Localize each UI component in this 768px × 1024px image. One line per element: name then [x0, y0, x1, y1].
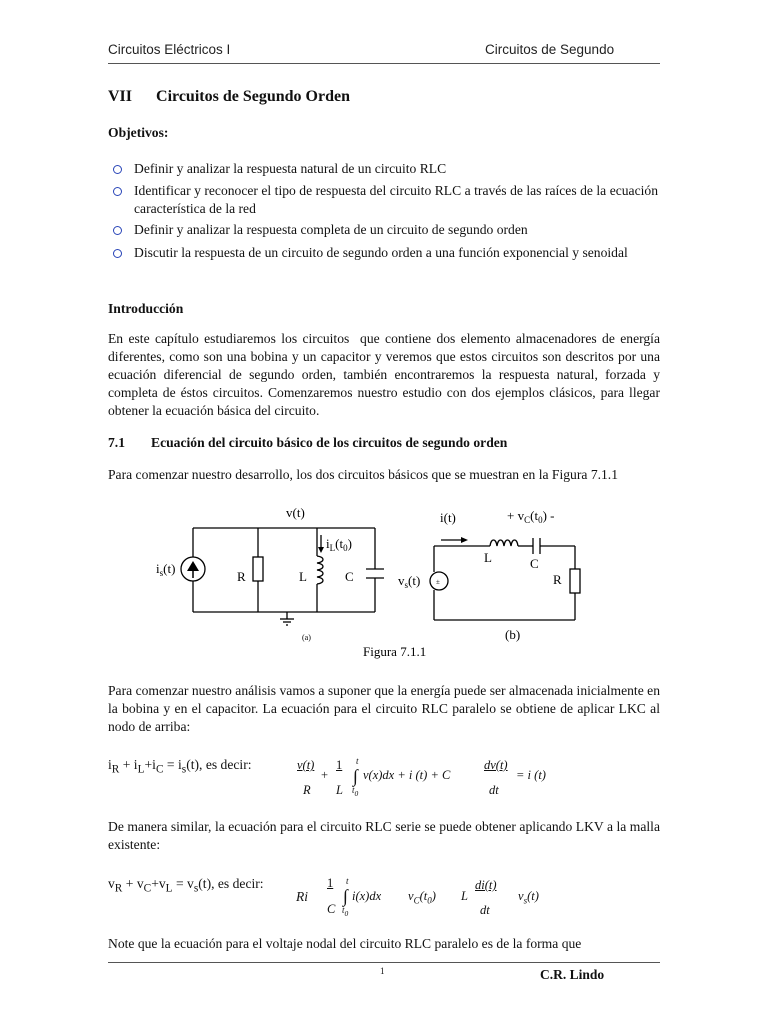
source-arrow-icon: [187, 561, 199, 571]
objective-item: Discutir la respuesta de un circuito de segundo orden a una función exponencial y senoidal: [134, 244, 658, 262]
objective-item: Definir y analizar la respuesta completa de un circuito de segundo orden: [134, 221, 658, 239]
header-right: Circuitos de Segundo: [485, 42, 615, 57]
integral-icon: ∫: [353, 766, 358, 786]
label-c: C: [345, 569, 354, 584]
section-heading: 7.1 Ecuación del circuito básico de los circuitos de segundo orden: [108, 435, 508, 450]
header-left: Circuitos Eléctricos I: [108, 42, 231, 57]
label-a: (a): [302, 633, 311, 642]
objectives-heading: Objetivos:: [108, 125, 169, 140]
label-il: $i_L(t_0)$: [326, 536, 352, 553]
source-sign-icon: ±: [436, 578, 440, 586]
label-b: (b): [505, 627, 521, 642]
footer-author: C.R. Lindo: [540, 967, 605, 979]
section-paragraph-4: Note que la ecuación para el voltaje nodal del circuito RLC paralelo es de la forma que: [108, 936, 582, 951]
label-l: L: [299, 569, 307, 584]
label-l-series: L: [484, 550, 492, 565]
eq1-lhs: $i_R + i_L+i_C = i_s(t)$, es decir:: [108, 757, 252, 776]
label-r-series: R: [553, 572, 562, 587]
section-paragraph-2: Para comenzar nuestro análisis vamos a suponer que la energía puede ser almacenada inicialmente en la bobina y en el capacitor. La ecuación para el circuito RLC paralelo se obtiene de aplicar LKC al nodo de arriba:: [108, 683, 660, 734]
footer-divider: [108, 962, 660, 963]
label-vc: + $v_C(t_0)$ -: [507, 508, 555, 525]
inductor-series-icon: [490, 540, 518, 546]
section-paragraph-3: De manera similar, la ecuación para el circuito RLC serie se puede obtener aplicando LKV a la malla existente:: [108, 819, 660, 852]
figure-caption: Figura 7.1.1: [363, 644, 427, 659]
label-v: v(t): [286, 505, 305, 520]
objective-item: Identificar y reconocer el tipo de respuesta del circuito RLC a través de las raíces de la ecuación característica de la red: [134, 183, 658, 216]
intro-heading: Introducción: [108, 301, 184, 316]
integral-icon-2: ∫: [343, 886, 348, 906]
inductor-l-icon: [317, 556, 323, 584]
label-is: $i_s(t)$: [156, 561, 176, 578]
label-c-series: C: [530, 556, 539, 571]
resistor-r-icon: [253, 557, 263, 581]
intro-paragraph: En este capítulo estudiaremos los circuitos que contiene dos elemento almacenadores de energía diferentes, como son una bobina y un capacitor y veremos que estos circuitos son descritos por una ecuación diferencial de segundo orden, también encontraremos la respuesta natural, forzada y completa de éstos circuitos. Comenzaremos nuestro estudio con dos ejemplos clásicos, para llegar obtener la ecuación básica del circuito.: [108, 331, 664, 418]
page-number: 1: [380, 966, 385, 976]
resistor-series-icon: [570, 569, 580, 593]
chapter-title: VII Circuitos de Segundo Orden: [108, 88, 350, 105]
objective-item: Definir y analizar la respuesta natural de un circuito RLC: [134, 160, 658, 178]
label-vs: $v_s(t)$: [398, 573, 421, 590]
section-paragraph-1: Para comenzar nuestro desarrollo, los dos circuitos básicos que se muestran en la Figura 7.1.1: [108, 467, 619, 482]
current-arrow-icon: [318, 547, 324, 553]
loop-current-arrow-icon: [461, 537, 468, 543]
label-i: i(t): [440, 510, 456, 525]
label-r: R: [237, 569, 246, 584]
eq2-lhs: $v_R + v_C+v_L = v_s(t)$, es decir:: [108, 876, 264, 895]
